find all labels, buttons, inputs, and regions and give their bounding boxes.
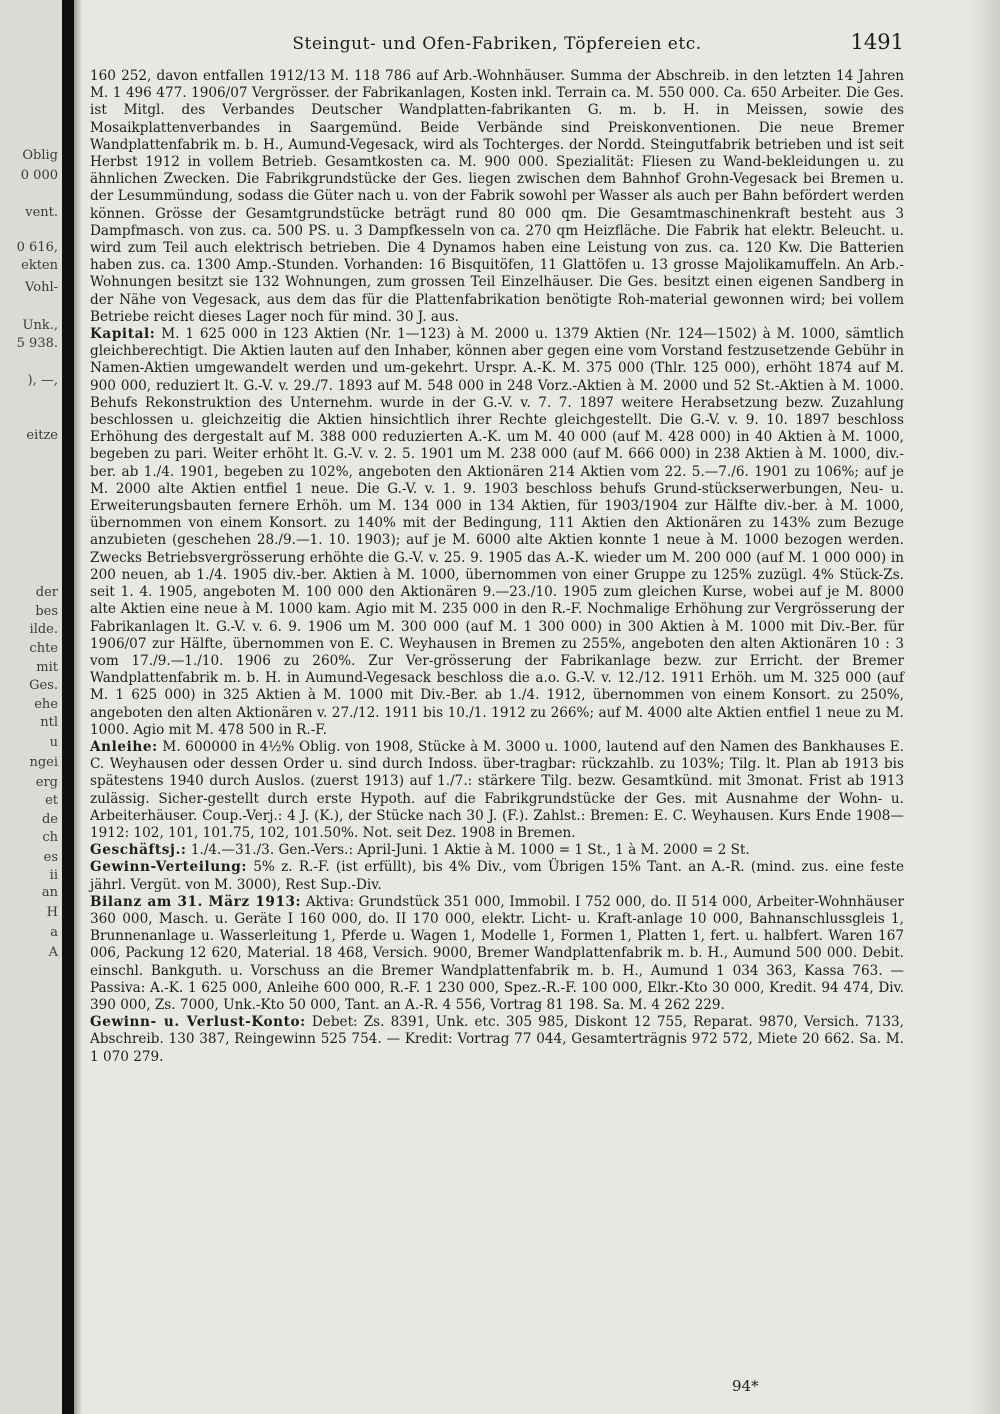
paragraph-bilanz [90,894,904,1014]
page-number: 1491 [850,30,904,54]
margin-fragment: an [41,885,58,900]
margin-fragment: 0 000 [20,168,58,183]
margin-fragment: u [49,735,58,750]
paragraph-description [90,68,904,326]
margin-fragment: Oblig [22,148,58,163]
paragraph-text: Debet: Zs. 8391, Unk. etc. 305 985, Diskont 12 755, Reparat. 9870, Versich. 7133, Abschreib. 130 387, Reingewinn 525 754. — Kredit: Vortrag 77 044, Gesamterträgnis 972 572, Miete 20 662. Sa. M. 1 070 279. [90,1014,904,1065]
margin-fragment: H [46,905,58,920]
gutter-shadow [74,0,82,1414]
running-head: Steingut- und Ofen-Fabriken, Töpfereien etc. [292,34,702,54]
margin-fragment: Unk., [22,318,58,333]
margin-fragment: Ges. [29,678,58,693]
margin-fragment: ch [42,830,58,845]
paragraph-gewinn-verlust-konto [90,1014,904,1066]
paragraph-text: 160 252, davon entfallen 1912/13 M. 118 786 auf Arb.-Wohnhäuser. Summa der Abschreib. in den letzten 14 Jahren M. 1 496 477. 1906/07 Vergrösser. der Fabrikanlagen, Kosten inkl. Terrain ca. M. 550 000. Ca. 650 Arbeiter. Die Ges. ist Mitgl. des Verbandes Deutscher Wandplatten-fabrikanten G. m. b. H. in Meissen, sowie des Mosaikplattenverbandes in Saargemünd. Beide Verbände sind Preiskonventionen. Die neue Bremer Wandplattenfabrik m. b. H., Aumund-Vegesack, wird als Tochterges. der Nordd. Steingutfabrik betrieben und ist seit Herbst 1912 in vollem Betrieb. Gesamtkosten ca. M. 900 000. Spezialität: Fliesen zu Wand-bekleidungen u. zu ähnlichen Zwecken. Die Fabrikgrundstücke der Ges. liegen zwischen dem Bahnhof Grohn-Vegesack bei Bremen u. der Lesummündung, sodass die Güter nach u. von der Fabrik sowohl per Wasser als auch per Bahn befördert werden können. Grösse der Gesamtgrundstücke beträgt rund 80 000 qm. Die Gesamtmaschinenkraft besteht aus 3 Dampfmasch. von zus. ca. 500 PS. u. 3 Dampfkesseln von ca. 270 qm Heizfläche. Die Fabrik hat elektr. Beleucht. u. wird zum Teil auch elektrisch betrieben. Die 4 Dynamos haben eine Leistung von zus. ca. 120 Kw. Die Batterien haben zus. ca. 1300 Amp.-Stunden. Vorhanden: 16 Bisquitöfen, 11 Glattöfen u. 13 grosse Majolikamuffeln. An Arb.-Wohnungen besitzt sie 132 Wohnungen, zum grossen Teil Einzelhäuser. Die Ges. besitzt einen eigenen Sandberg in der Nähe von Vegesack, aus dem das für die Plattenfabrikation benötigte Roh-material gewonnen wird; bei vollem Betriebe reicht dieses Lager noch für mind. 30 J. aus. [90,68,904,325]
paragraph-gewinn-verteilung [90,859,904,893]
previous-page-margin [0,0,62,1414]
margin-fragment: ilde. [29,622,58,637]
margin-fragment: der [35,585,58,600]
margin-fragment: ngei [29,755,58,770]
margin-fragment: A [48,945,58,960]
paragraph-geschaeftsjahr [90,842,904,859]
margin-fragment: ii [49,868,58,883]
body-text [90,68,904,1066]
section-label: Gewinn- u. Verlust-Konto: [90,1014,306,1031]
margin-fragment: 5 938. [16,336,58,351]
margin-fragment: es [43,850,58,865]
page-edge-shadow [970,0,1000,1414]
binding-gutter [62,0,74,1414]
section-label: Geschäftsj.: [90,842,187,859]
margin-fragment: et [45,793,58,808]
section-label: Gewinn-Verteilung: [90,859,247,876]
paragraph-anleihe [90,739,904,842]
section-label: Bilanz am 31. März 1913: [90,893,302,910]
paragraph-text: Aktiva: Grundstück 351 000, Immobil. I 752 000, do. II 514 000, Arbeiter-Wohnhäuser 360 000, Masch. u. Geräte I 160 000, do. II 170 000, elektr. Licht- u. Kraft-anlage 10 000, Bahnanschlussgleis 1, Brunnenanlage u. Wasserleitung 1, Pferde u. Wagen 1, Modelle 1, Formen 1, Platten 1, fert. u. halbfert. Waren 167 006, Packung 12 620, Material. 18 468, Versich. 9000, Bremer Wandplattenfabrik m. b. H., Aumund 500 000. Debit. einschl. Bankguth. u. Vorschuss an die Bremer Wandplattenfabrik m. b. H., Aumund 1 034 363, Kassa 763. — Passiva: A.-K. 1 625 000, Anleihe 600 000, R.-F. 1 230 000, Spez.-R.-F. 100 000, Elkr.-Kto 30 000, Kredit. 94 474, Div. 390 000, Zs. 7000, Unk.-Kto 50 000, Tant. an A.-R. 4 556, Vortrag 81 198. Sa. M. 4 262 229. [90,893,904,1013]
margin-fragment: de [41,812,58,827]
margin-fragment: Vohl- [25,280,58,295]
margin-fragment: chte [29,641,58,656]
section-label: Kapital: [90,326,156,343]
page-header [82,30,912,60]
margin-fragment: ntl [40,715,58,730]
section-label: Anleihe: [90,738,158,755]
paragraph-text: M. 600000 in 4½% Oblig. von 1908, Stücke à M. 3000 u. 1000, lautend auf den Namen des Bankhauses E. C. Weyhausen oder dessen Order u. sind durch Indoss. über-tragbar: rückzahlb. zu 103%; Tilg. lt. Plan ab 1913 bis spätestens 1940 durch Auslos. (zuerst 1913) auf 1./7.: stärkere Tilg. bezw. Gesamtkünd. mit 3monat. Frist ab 1913 zulässig. Sicher-gestellt durch erste Hypoth. auf die Fabrikgrundstücke der Ges. mit Ausnahme der Wohn- u. Arbeiterhäuser. Coup.-Verj.: 4 J. (K.), der Stücke nach 30 J. (F.). Zahlst.: Bremen: E. C. Weyhausen. Kurs Ende 1908—1912: 102, 101, 101.75, 102, 101.50%. Not. seit Dez. 1908 in Bremen. [90,738,905,841]
document-page [82,0,912,1414]
paragraph-text: 5% z. R.-F. (ist erfüllt), bis 4% Div., vom Übrigen 15% Tant. an A.-R. (mind. zus. eine feste jährl. Vergüt. von M. 3000), Rest Sup.-Div. [90,859,904,893]
margin-fragment: eitze [26,428,58,443]
paragraph-text: M. 1 625 000 in 123 Aktien (Nr. 1—123) à M. 2000 u. 1379 Aktien (Nr. 124—1502) à M. 1000, sämtlich gleichberechtigt. Die Aktien lauten auf den Inhaber, können aber gegen eine vom Vorstand festzusetzende Gebühr in Namen-Aktien umgewandelt werden und um-gekehrt. Urspr. A.-K. M. 375 000 (Thlr. 125 000), erhöht 1874 auf M. 900 000, reduziert lt. G.-V. v. 29./7. 1893 auf M. 548 000 in 248 Vorz.-Aktien à M. 2000 und 52 St.-Aktien à M. 1000. Behufs Rekonstruktion des Unternehm. wurde in der G.-V. v. 7. 7. 1897 weitere Herabsetzung bezw. Zuzahlung beschlossen u. gleichzeitig die Aktien hinsichtlich ihrer Rechte gleichgestellt. Die G.-V. v. 9. 10. 1897 beschloss Erhöhung des dergestalt auf M. 388 000 reduzierten A.-K. um M. 40 000 (auf M. 428 000) in 40 Aktien à M. 1000, begeben zu pari. Weiter erhöht lt. G.-V. v. 2. 5. 1901 um M. 238 000 (auf M. 666 000) in 238 Aktien à M. 1000, div.-ber. ab 1./4. 1901, begeben zu 102%, angeboten den Aktionären 214 Aktien vom 22. 5.—7./6. 1901 zu 106%; auf je M. 2000 alte Aktien entfiel 1 neue. Die G.-V. v. 1. 9. 1903 beschloss behufs Grund-stückserwerbungen, Neu- u. Erweiterungsbauten fernere Erhöh. um M. 134 000 in 134 Aktien, für 1903/1904 zur Hälfte div.-ber. à M. 1000, übernommen von einem Konsort. zu 140% mit der Bedingung, 111 Aktien den Aktionären zu 143% zum Bezuge anzubieten (geschehen 28./9.—1. 10. 1903); auf je M. 6000 alte Aktien konnte 1 neue à M. 1000 bezogen werden. Zwecks Betriebsvergrösserung erhöhte die G.-V. v. 25. 9. 1905 das A.-K. wieder um M. 200 000 (auf M. 1 000 000) in 200 neuen, ab 1./4. 1905 div.-ber. Aktien à M. 1000, übernommen von einer Gruppe zu 125% zuzügl. 4% Stück-Zs. seit 1. 4. 1905, angeboten M. 100 000 den Aktionären 9.—23./10. 1905 zum gleichen Kurse, wobei auf je M. 8000 alte Aktien eine neue à M. 1000 kam. Agio mit M. 235 000 in den R.-F. Nochmalige Erhöhung zur Vergrösserung der Fabrikanlagen lt. G.-V. v. 6. 9. 1906 um M. 300 000 (auf M. 1 300 000) in 300 Aktien à M. 1000 mit Div.-Ber. für 1906/07 zur Hälfte, übernommen von E. C. Weyhausen in Bremen zu 255%, angeboten den alten Aktionären 10 : 3 vom 17./9.—1./10. 1906 zu 260%. Zur Ver-grösserung der Fabrikanlage bezw. zur Erricht. der Bremer Wandplattenfabrik m. b. H. in Aumund-Vegesack beschloss die a.o. G.-V. v. 12./12. 1911 Erhöh. um M. 325 000 (auf M. 1 625 000) in 325 Aktien à M. 1000 mit Div.-Ber. ab 1./4. 1912, übernommen von einem Konsort. zu 250%, angeboten den alten Aktionären v. 27./12. 1911 bis 10./1. 1912 zu 266%; auf M. 4000 alte Aktien entfiel 1 neue zu M. 1000. Agio mit M. 478 500 in R.-F. [90,326,904,738]
margin-fragment: mit [36,660,58,675]
signature-mark: 94* [732,1377,759,1395]
paragraph-kapital [90,326,904,739]
margin-fragment: vent. [25,205,58,220]
margin-fragment: ekten [21,258,58,273]
margin-fragment: erg [35,775,58,790]
margin-fragment: bes [35,604,58,619]
margin-fragment: ), —, [27,373,58,388]
paragraph-text: 1./4.—31./3. Gen.-Vers.: April-Juni. 1 Aktie à M. 1000 = 1 St., 1 à M. 2000 = 2 St. [190,842,750,859]
margin-fragment: ehe [34,697,58,712]
margin-fragment: a [50,925,58,940]
margin-fragment: 0 616, [16,240,58,255]
